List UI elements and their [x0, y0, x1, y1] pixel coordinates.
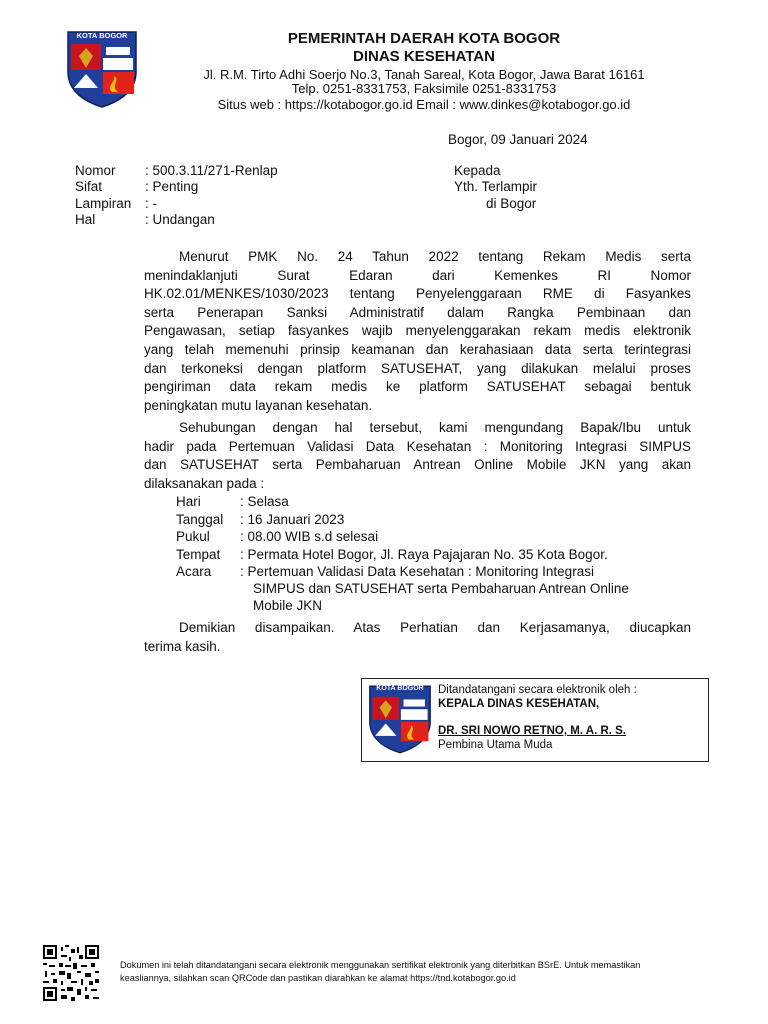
recipient-kepada: Kepada: [454, 163, 501, 178]
signed-note: Ditandatangani secara elektronik oleh :: [438, 684, 637, 696]
header-department: DINAS KESEHATAN: [353, 48, 495, 65]
paragraph-line: hadir pada Pertemuan Validasi Data Kesehatan : Monitoring Integrasi SIMPUS: [144, 438, 691, 454]
paragraph-line: dan terkoneksi dengan platform SATUSEHAT, yang dilakukan melalui proses: [144, 360, 691, 376]
header-government: PEMERINTAH DAERAH KOTA BOGOR: [287, 30, 561, 47]
event-value-acara: : Pertemuan Validasi Data Kesehatan : Monitoring Integrasi: [240, 564, 594, 579]
event-label-acara: Acara: [176, 564, 212, 579]
body-paragraph-1: [144, 248, 691, 415]
paragraph-line: menindaklanjuti Surat Edaran dari Kemenkes RI Nomor: [144, 267, 691, 283]
paragraph-line: serta Penerapan Sanksi Administratif dalam Rangka Pembinaan dan: [144, 304, 691, 320]
meta-label-sifat: Sifat: [75, 179, 103, 194]
electronic-signature-box: [361, 678, 709, 762]
footer-line-2: keasliannya, silahkan scan QRCode dan pastikan diarahkan ke alamat https://tnd.kotabogor.go.id: [120, 972, 516, 983]
paragraph-line: yang telah memenuhi prinsip keamanan dan kerahasiaan data serta terintegrasi: [144, 341, 691, 357]
logo-text: KOTA BOGOR: [76, 31, 128, 40]
header-divider: [60, 117, 710, 118]
paragraph-line: Menurut PMK No. 24 Tahun 2022 tentang Rekam Medis serta: [179, 249, 691, 264]
letter-date: Bogor, 09 Januari 2024: [448, 132, 588, 147]
coat-of-arms-icon: [368, 684, 432, 754]
event-label-tanggal: Tanggal: [176, 512, 224, 527]
meta-label-nomor: Nomor: [75, 163, 116, 178]
paragraph-line: pengiriman data rekam medis ke platform SATUSEHAT sebagai bentuk: [144, 379, 691, 395]
footer-line-1: Dokumen ini telah ditandatangani secara elektronik menggunakan sertifikat elektronik yang diterbitkan BSrE. Untuk memastikan: [120, 960, 641, 970]
signature-logo-text: KOTA BOGOR: [376, 685, 424, 692]
event-acara-line-2: SIMPUS dan SATUSEHAT serta Pembaharuan Antrean Online: [253, 581, 629, 596]
header-phone: Telp. 0251-8331753, Faksimile 0251-8331753: [291, 81, 557, 96]
event-label-tempat: Tempat: [176, 547, 221, 562]
signature-logo: [368, 684, 432, 754]
paragraph-line: Pengawasan, setiap fasyankes wajib menyelenggarakan rekam medis elektronik: [144, 323, 691, 339]
signer-name: DR. SRI NOWO RETNO, M. A. R. S.: [438, 725, 627, 737]
recipient-location: di Bogor: [486, 196, 537, 211]
qr-code-icon: [43, 945, 99, 1001]
meta-value-sifat: : Penting: [145, 179, 199, 194]
recipient-yth: Yth. Terlampir: [454, 179, 538, 194]
paragraph-line: Demikian disampaikan. Atas Perhatian dan Kerjasamanya, diucapkan: [179, 620, 691, 635]
paragraph-line: dilaksanakan pada :: [144, 475, 265, 491]
event-value-pukul: : 08.00 WIB s.d selesai: [240, 529, 379, 544]
signer-position: KEPALA DINAS KESEHATAN,: [438, 698, 600, 710]
meta-label-hal: Hal: [75, 212, 96, 227]
header-web: Situs web : https://kotabogor.go.id Email : www.dinkes@kotabogor.go.id: [217, 97, 631, 112]
header-address: Jl. R.M. Tirto Adhi Soerjo No.3, Tanah Sareal, Kota Bogor, Jawa Barat 16161: [203, 67, 645, 82]
meta-value-lampiran: : -: [145, 196, 157, 211]
event-value-hari: : Selasa: [240, 494, 289, 509]
body-paragraph-2: [144, 419, 691, 493]
event-label-pukul: Pukul: [176, 529, 210, 544]
paragraph-line: terima kasih.: [144, 638, 221, 654]
closing-paragraph: [144, 619, 691, 656]
paragraph-line: Sehubungan dengan hal tersebut, kami mengundang Bapak/Ibu untuk: [179, 420, 691, 435]
paragraph-line: HK.02.01/MENKES/1030/2023 tentang Penyelenggaraan RME di Fasyankes: [144, 286, 691, 302]
event-label-hari: Hari: [176, 494, 201, 509]
paragraph-line: peningkatan mutu layanan kesehatan.: [144, 397, 373, 413]
event-acara-line-3: Mobile JKN: [253, 598, 323, 613]
event-value-tempat: : Permata Hotel Bogor, Jl. Raya Pajajaran No. 35 Kota Bogor.: [240, 547, 608, 562]
paragraph-line: dan SATUSEHAT serta Pembaharuan Antrean Online Mobile JKN yang akan: [144, 457, 691, 473]
meta-label-lampiran: Lampiran: [75, 196, 132, 211]
verification-qr-code[interactable]: [43, 945, 99, 1001]
footer-note: [120, 959, 720, 984]
meta-value-nomor: : 500.3.11/271-Renlap: [145, 163, 278, 178]
event-value-tanggal: : 16 Januari 2023: [240, 512, 345, 527]
meta-value-hal: : Undangan: [145, 212, 215, 227]
signer-rank: Pembina Utama Muda: [438, 739, 553, 751]
